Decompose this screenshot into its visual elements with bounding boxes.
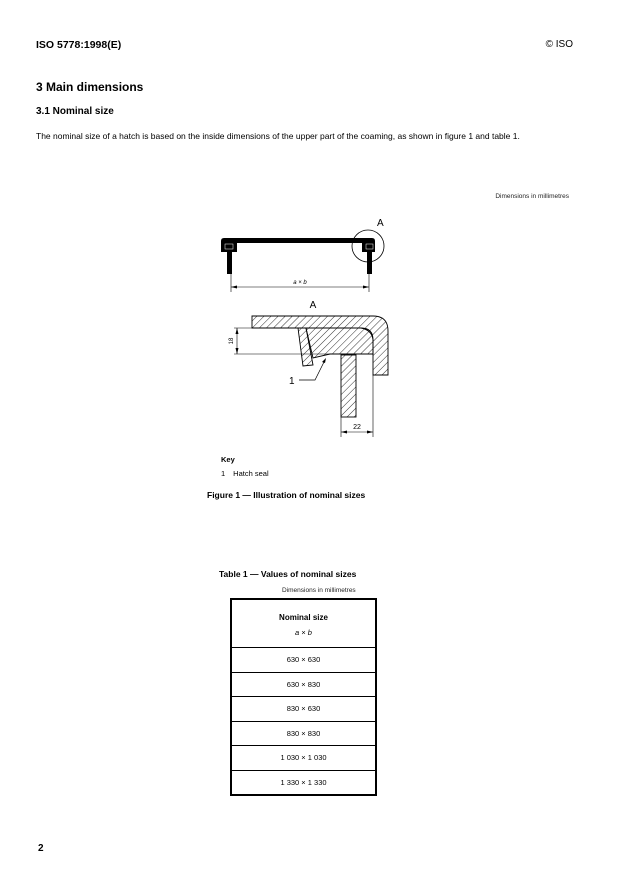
copyright-notice: © ISO [545, 39, 573, 50]
body-paragraph: The nominal size of a hatch is based on the inside dimensions of the upper part of the coaming, as shown in figure 1 and table 1. [36, 131, 520, 141]
table-row: 1 030 × 1 030 [232, 746, 375, 771]
table-caption: Table 1 — Values of nominal sizes [219, 569, 357, 579]
table-row: 630 × 830 [232, 673, 375, 698]
dimension-axb-label: a × b [293, 280, 307, 286]
table-row: 630 × 630 [232, 648, 375, 673]
page-number: 2 [38, 843, 44, 854]
callout-1-label: 1 [289, 376, 295, 387]
figure-caption: Figure 1 — Illustration of nominal sizes [207, 490, 366, 500]
table-header [232, 600, 375, 648]
table-units-note: Dimensions in millimetres [282, 587, 356, 594]
figure-key-title: Key [221, 455, 235, 464]
detail-label-top: A [377, 218, 384, 229]
key-item-number: 1 [221, 469, 226, 478]
section-heading: 3 Main dimensions [36, 80, 144, 94]
subsection-heading: 3.1 Nominal size [36, 106, 114, 117]
key-item-label: Hatch seal [233, 469, 269, 478]
table-row: 1 330 × 1 330 [280, 777, 327, 787]
table-row: 830 × 630 [232, 697, 375, 722]
table-row: 830 × 830 [232, 722, 375, 747]
detail-a-section [234, 316, 388, 437]
dimension-18-label: 18 [229, 337, 235, 345]
nominal-sizes-table [230, 598, 377, 796]
detail-label-section: A [309, 300, 317, 311]
figure-key-item [221, 469, 269, 478]
document-standard-id: ISO 5778:1998(E) [36, 39, 122, 51]
dimension-22-label: 22 [353, 424, 361, 431]
figure-units-note: Dimensions in millimetres [495, 193, 569, 200]
table-header-title: Nominal size [279, 613, 328, 622]
table-header-subtitle: a × b [295, 628, 312, 637]
